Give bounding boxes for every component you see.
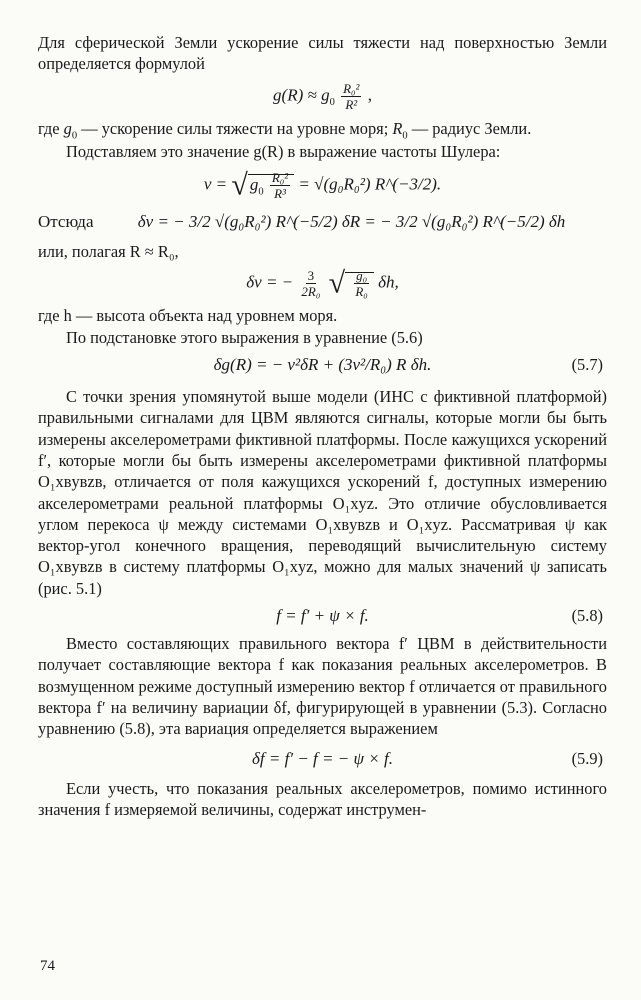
formula-variation-2: δν = − $\frac{3}{\text{2R₀}}$ √ $\frac{\text{g₀}}{\text{R₀}}$ δh, [246,266,399,300]
sqrt-sign: √ [231,168,248,202]
formula-5-8: f = f′ + ψ × f. (5.8) [276,606,603,626]
fraction: $\frac{\text{R₀²}}{\text{R²}}$ [343,80,360,112]
paragraph-9: Вместо составляющих правильного вектора f′ ЦВМ в действительности получает составляющие вектора f как показания реальных акселерометров. В возмущенном режиме доступный измерению вектор f отличается от правильного вектора f′ на величину вариации δf, фигурирующей в уравнении (5.3). Согласно уравнению (5.8), эта вариация определяется выражением [38,634,607,739]
paragraph-7: По подстановке этого выражения в уравнение (5.6) [66,327,423,347]
equation-number: (5.8) [571,606,603,626]
paragraph-1: Для сферической Земли ускорение силы тяжести над поверхностью Земли определяется формулой [38,33,607,74]
formula-variation-1: Отсюда δν = − 3/2 √(g₀R₀²) R^(−5/2) δR = − 3/2 √(g₀R₀²) R^(−5/2) δh [38,212,566,232]
formula-schuler: ν = √ $g_0$ $\frac{\text{R₀²}}{\text{R³}}$ = √(g₀R₀²) R^(−3/2). [203,168,442,202]
formula-gravity: $g(R) \approx g_0$ $\frac{\text{R₀²}}{\text{R²}}$ , [273,80,372,112]
formula-5-7: δg(R) = − ν²δR + (3ν²/R₀) R δh. (5.7) [213,355,603,375]
paragraph-6: где h — высота объекта над уровнем моря. [38,306,338,326]
equation-number: (5.7) [571,355,603,375]
formula-5-9: δf = f′ − f = − ψ × f. (5.9) [252,748,603,768]
page-number: 74 [40,958,55,974]
paragraph-3: Подставляем это значение g(R) в выражение частоты Шулера: [66,141,501,161]
paragraph-5: или, полагая R ≈ R₀, [38,242,179,262]
paragraph-10: Если учесть, что показания реальных акселерометров, помимо истинного значения f измеряемой величины, содержат инструмен- [38,778,607,819]
equation-number: (5.9) [571,748,603,768]
paragraph-8: С точки зрения упомянутой выше модели (ИНС с фиктивной платформой) правильными сигналами для ЦВМ являются сигналы, которые могли бы быть измерены акселерометрами фиктивной платформы. После кажущихся ускорений f′, которые могли бы быть измерены акселерометрами фиктивной платформы O₁xвyвzв, отличается от поля кажущихся ускорений f, доступных измерению акселерометрами реальной платформы O₁xyz. Это отличие обусловливается углом перекоса ψ между системами O₁xвyвzв и O₁xyz. Рассматривая ψ как вектор-угол конечного вращения, переводящий вычислительную систему O₁xвyвzв в систему платформы O₁xyz, можно для малых значений ψ записать (рис. 5.1) [38,387,607,598]
paragraph-2: где $g_0$ — ускорение силы тяжести на уровне моря; $R_0$ — радиус Земли. [38,118,532,141]
